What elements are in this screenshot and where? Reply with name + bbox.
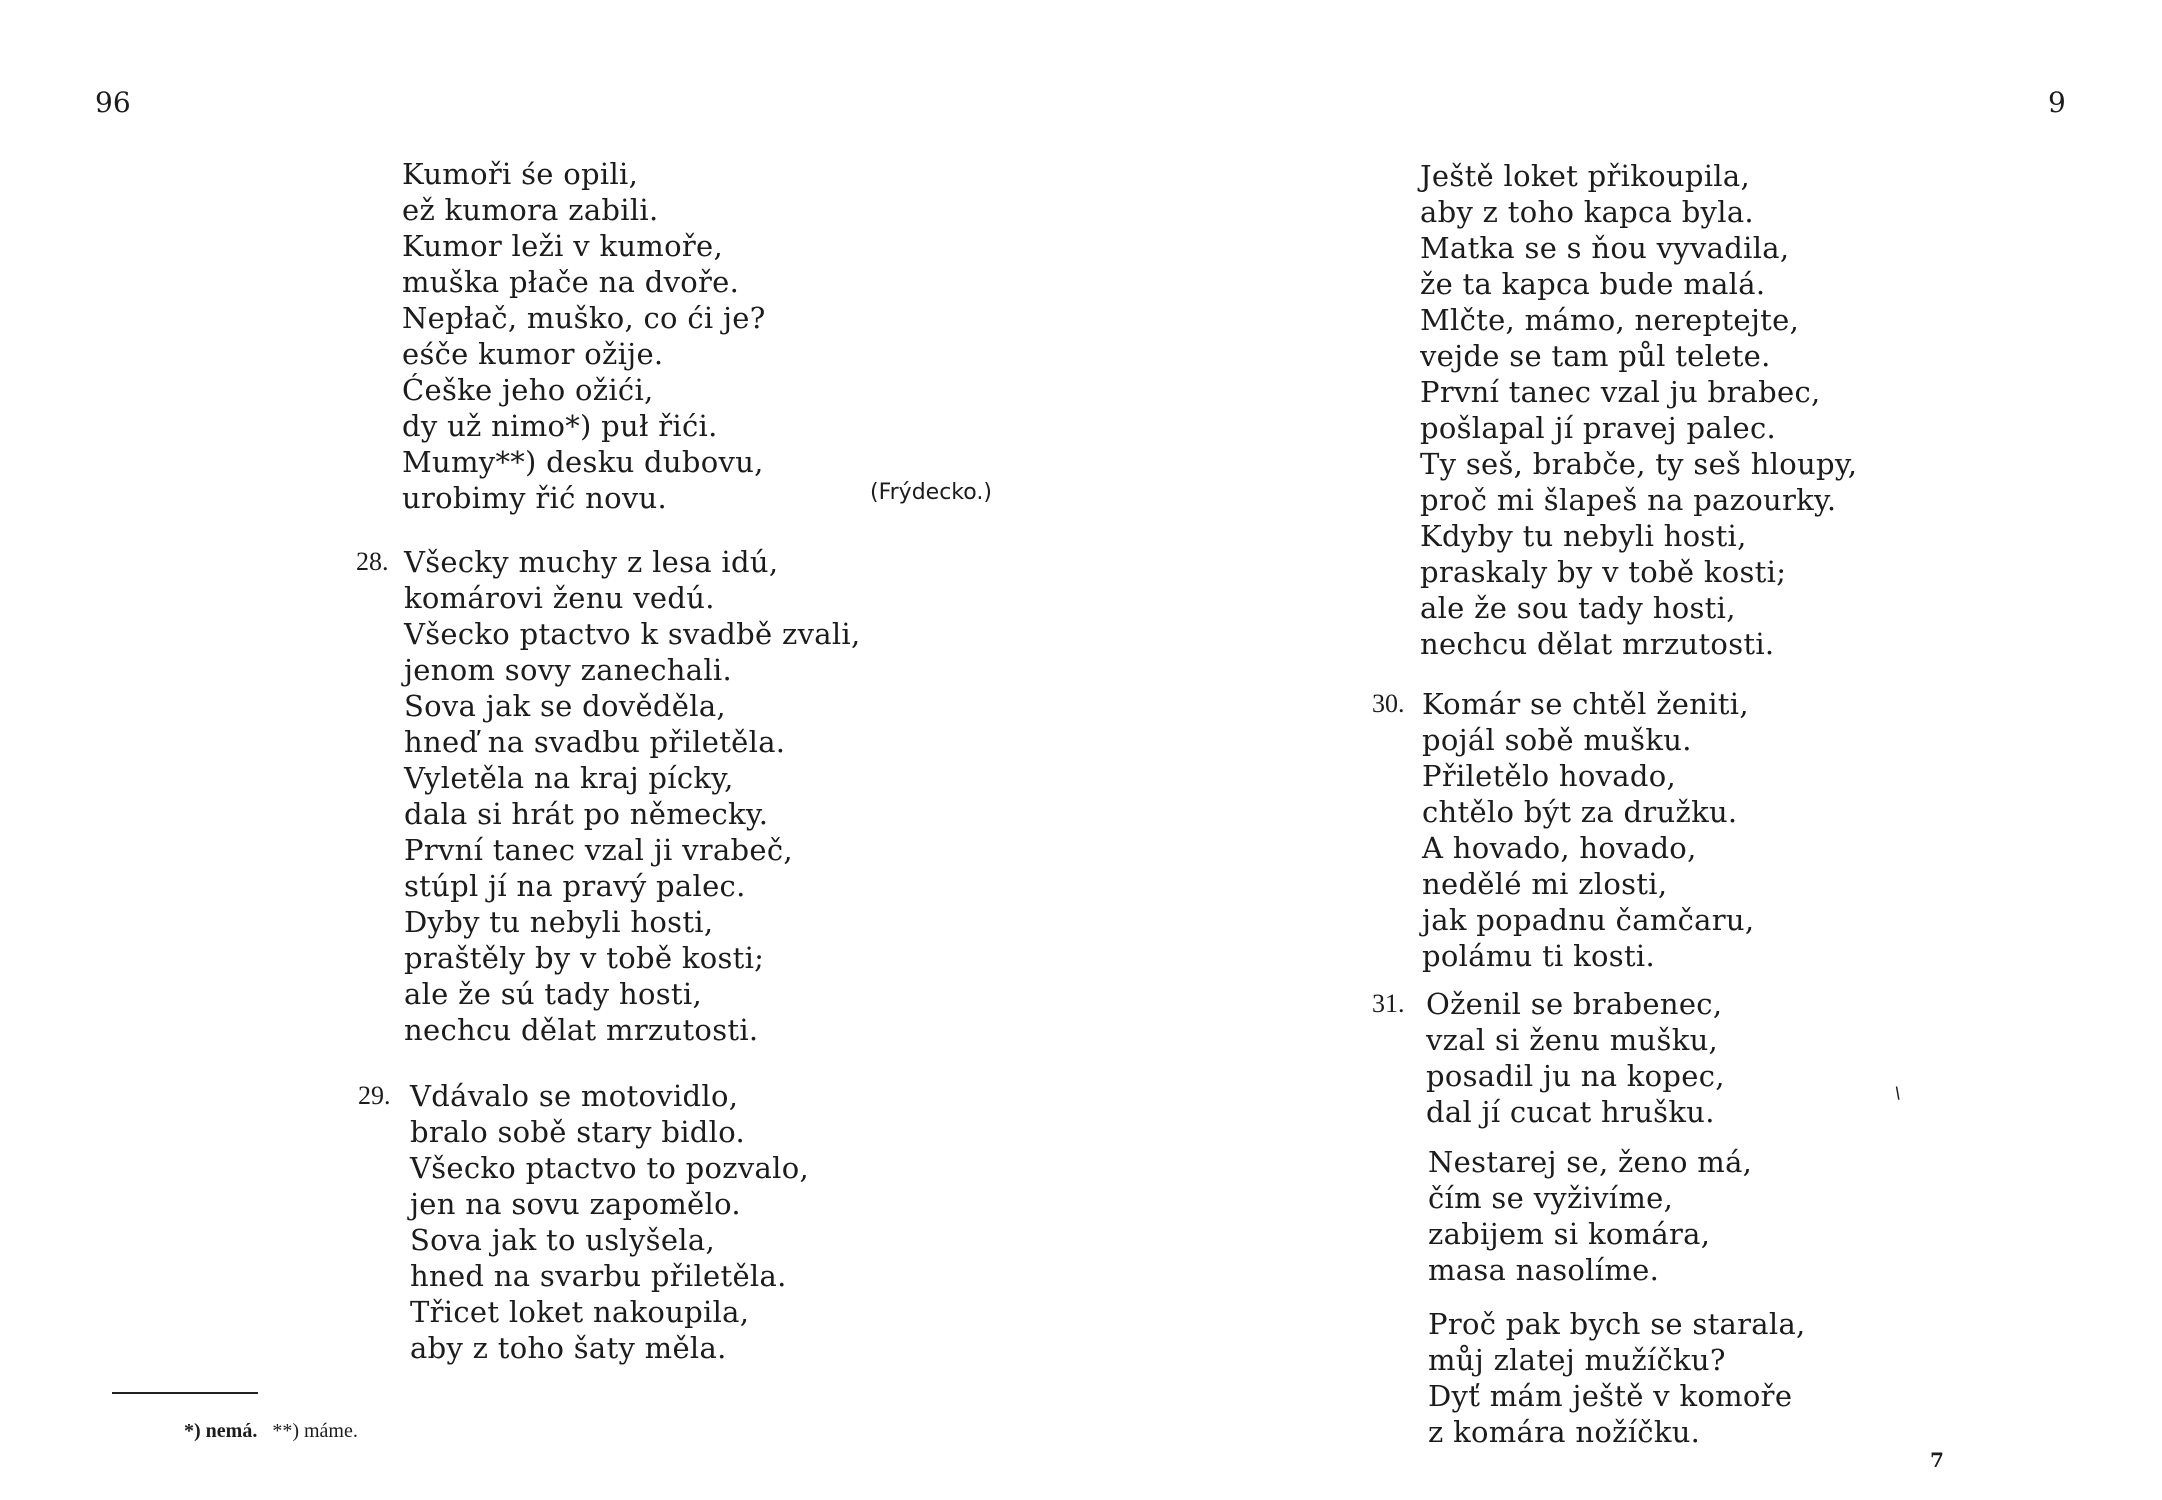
poem-line: praskaly by v tobě kosti; (1420, 555, 1787, 589)
poem-line: Všecko ptactvo k svadbě zvali, (404, 617, 861, 651)
poem-line: komárovi ženu vedú. (404, 581, 715, 615)
footnotes (184, 1420, 358, 1443)
poem-number-28: 28. (356, 547, 389, 576)
poem-line: Ćeške jeho ožići, (402, 373, 654, 407)
poem-line: Kumoři śe opili, (402, 157, 639, 191)
poem-line: jenom sovy zanechali. (404, 653, 733, 687)
poem-28 (404, 544, 861, 1048)
poem-number-31: 31. (1372, 989, 1405, 1018)
poem-line: polámu ti kosti. (1422, 939, 1655, 973)
poem-line: Matka se s ňou vyvadila, (1420, 231, 1790, 265)
poem-29-continued (1420, 158, 1857, 662)
poem-line: Kumor leži v kumoře, (402, 229, 724, 263)
poem-line: dala si hrát po německy. (404, 797, 769, 831)
poem-31-stanza-1 (1426, 986, 1725, 1130)
page-number-left: 96 (95, 86, 131, 119)
poem-line: Přiletělo hovado, (1422, 759, 1677, 793)
poem-line: že ta kapca bude malá. (1420, 267, 1766, 301)
poem-line: muška płače na dvoře. (402, 265, 740, 299)
footnote-1: *) nemá. (184, 1420, 258, 1442)
poem-line: Ty seš, brabče, ty seš hloupy, (1420, 447, 1858, 481)
poem-line: Dyť mám ještě v komoře (1428, 1379, 1793, 1413)
poem-line: pojál sobě mušku. (1422, 723, 1692, 757)
poem-27-ending (402, 156, 766, 516)
poem-line: aby z toho kapca byla. (1420, 195, 1754, 229)
poem-line: Mumy**) desku dubovu, (402, 445, 764, 479)
footnote-rule (112, 1392, 258, 1394)
poem-line: můj zlatej mužíčku? (1428, 1343, 1726, 1377)
poem-line: Vyletěla na kraj pícky, (404, 761, 734, 795)
poem-line: Kdyby tu nebyli hosti, (1420, 519, 1747, 553)
page-number-right: 9 (2048, 86, 2066, 119)
poem-30 (1422, 686, 1754, 974)
poem-line: proč mi šlapeš na pazourky. (1420, 483, 1837, 517)
poem-line: Nestarej se, ženo má, (1428, 1145, 1753, 1179)
poem-line: Komár se chtěl ženiti, (1422, 687, 1749, 721)
poem-31-stanza-3 (1428, 1306, 1806, 1450)
poem-line: ale že sú tady hosti, (404, 977, 702, 1011)
poem-line: Všecko ptactvo to pozvalo, (410, 1151, 810, 1185)
poem-line: chtělo být za družku. (1422, 795, 1738, 829)
poem-line: První tanec vzal ji vrabeč, (404, 833, 793, 867)
poem-29 (410, 1078, 809, 1366)
poem-line: zabijem si komára, (1428, 1217, 1711, 1251)
poem-line: nechcu dělat mrzutosti. (404, 1013, 759, 1047)
poem-line: Mlčte, mámo, nereptejte, (1420, 303, 1800, 337)
ink-mark: ⸌ (1879, 1079, 1910, 1115)
poem-line: dal jí cucat hrušku. (1426, 1095, 1715, 1129)
footnote-2: **) máme. (272, 1420, 358, 1442)
poem-line: Vdávalo se motovidlo, (410, 1079, 739, 1113)
poem-number-30: 30. (1372, 689, 1405, 718)
poem-line: Sova jak to uslyšela, (410, 1223, 715, 1257)
poem-line: stúpl jí na pravý palec. (404, 869, 746, 903)
region-note: (Frýdecko.) (870, 480, 992, 505)
poem-line: nechcu dělat mrzutosti. (1420, 627, 1775, 661)
poem-line: Nepłač, muško, co ći je? (402, 301, 766, 335)
poem-line: Ještě loket přikoupila, (1420, 159, 1750, 193)
poem-line: ale že sou tady hosti, (1420, 591, 1736, 625)
poem-line: ež kumora zabili. (402, 193, 659, 227)
poem-line: bralo sobě stary bidlo. (410, 1115, 745, 1149)
poem-line: Sova jak se dověděla, (404, 689, 726, 723)
poem-line: masa nasolíme. (1428, 1253, 1660, 1287)
poem-line: pošlapal jí pravej palec. (1420, 411, 1777, 445)
poem-line: vejde se tam půl telete. (1420, 339, 1771, 373)
poem-number-29: 29. (358, 1081, 391, 1110)
poem-line: aby z toho šaty měla. (410, 1331, 727, 1365)
poem-31-stanza-2 (1428, 1144, 1752, 1288)
poem-line: z komára nožíčku. (1428, 1415, 1701, 1449)
poem-line: hneď na svadbu přiletěla. (404, 725, 786, 759)
poem-line: posadil ju na kopec, (1426, 1059, 1725, 1093)
poem-line: vzal si ženu mušku, (1426, 1023, 1719, 1057)
poem-line: urobimy řić novu. (402, 481, 668, 515)
poem-line: První tanec vzal ju brabec, (1420, 375, 1821, 409)
poem-line: praštěly by v tobě kosti; (404, 941, 765, 975)
signature-mark: 7 (1930, 1448, 1944, 1472)
poem-line: jak popadnu čamčaru, (1422, 903, 1755, 937)
poem-line: dy už nimo*) puł řići. (402, 409, 718, 443)
poem-line: A hovado, hovado, (1422, 831, 1697, 865)
poem-line: eśče kumor ožije. (402, 337, 664, 371)
poem-line: Dyby tu nebyli hosti, (404, 905, 714, 939)
poem-line: nedělé mi zlosti, (1422, 867, 1668, 901)
poem-line: Oženil se brabenec, (1426, 987, 1723, 1021)
poem-line: hned na svarbu přiletěla. (410, 1259, 787, 1293)
poem-line: Proč pak bych se starala, (1428, 1307, 1806, 1341)
poem-line: Třicet loket nakoupila, (410, 1295, 750, 1329)
poem-line: Všecky muchy z lesa idú, (404, 545, 779, 579)
poem-line: čím se vyživíme, (1428, 1181, 1674, 1215)
poem-line: jen na sovu zapomělo. (410, 1187, 741, 1221)
